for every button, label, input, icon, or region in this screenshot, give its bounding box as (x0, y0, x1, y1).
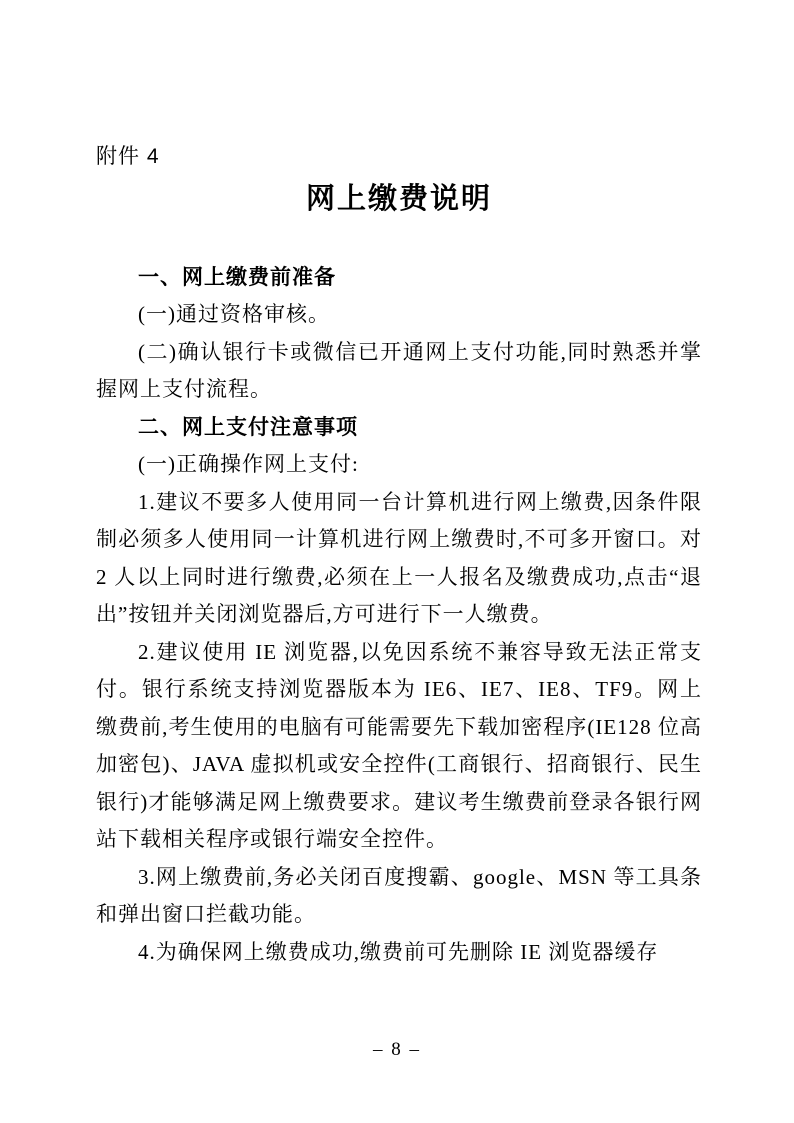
paragraph: 4.为确保网上缴费成功,缴费前可先删除 IE 浏览器缓存 (138, 939, 659, 964)
paragraph: 3.网上缴费前,务必关闭百度搜霸、google、MSN 等工具条和弹出窗口拦截功能。 (96, 864, 702, 926)
page-title: 网上缴费说明 (305, 182, 492, 215)
paragraph: 1.建议不要多人使用同一台计算机进行网上缴费,因条件限制必须多人使用同一计算机进行网上缴费时,不可多开窗口。对 2 人以上同时进行缴费,必须在上一人报名及缴费成功,点击“退出”按钮并关闭浏览器后,方可进行下一人缴费。 (96, 489, 702, 626)
paragraph: (二)确认银行卡或微信已开通网上支付功能,同时熟悉并掌握网上支付流程。 (96, 339, 702, 401)
paragraph: (一)正确操作网上支付: (138, 452, 359, 476)
section-heading-payment-notes: 二、网上支付注意事项 (138, 415, 358, 439)
document-content (96, 138, 702, 971)
paragraph: 2.建议使用 IE 浏览器,以免因系统不兼容导致无法正常支付。银行系统支持浏览器版本为 IE6、IE7、IE8、TF9。网上缴费前,考生使用的电脑有可能需要先下载加密程序(IE128 位高加密包)、JAVA 虚拟机或安全控件(工商银行、招商银行、民生银行)才能够满足网上缴费要求。建议考生缴费前登录各银行网站下载相关程序或银行端安全控件。 (96, 639, 702, 851)
section-heading-preparation: 一、网上缴费前准备 (138, 265, 336, 289)
attachment-label: 附件 4 (96, 145, 160, 168)
paragraph: (一)通过资格审核。 (138, 302, 330, 326)
page-number: – 8 – (373, 1039, 421, 1060)
